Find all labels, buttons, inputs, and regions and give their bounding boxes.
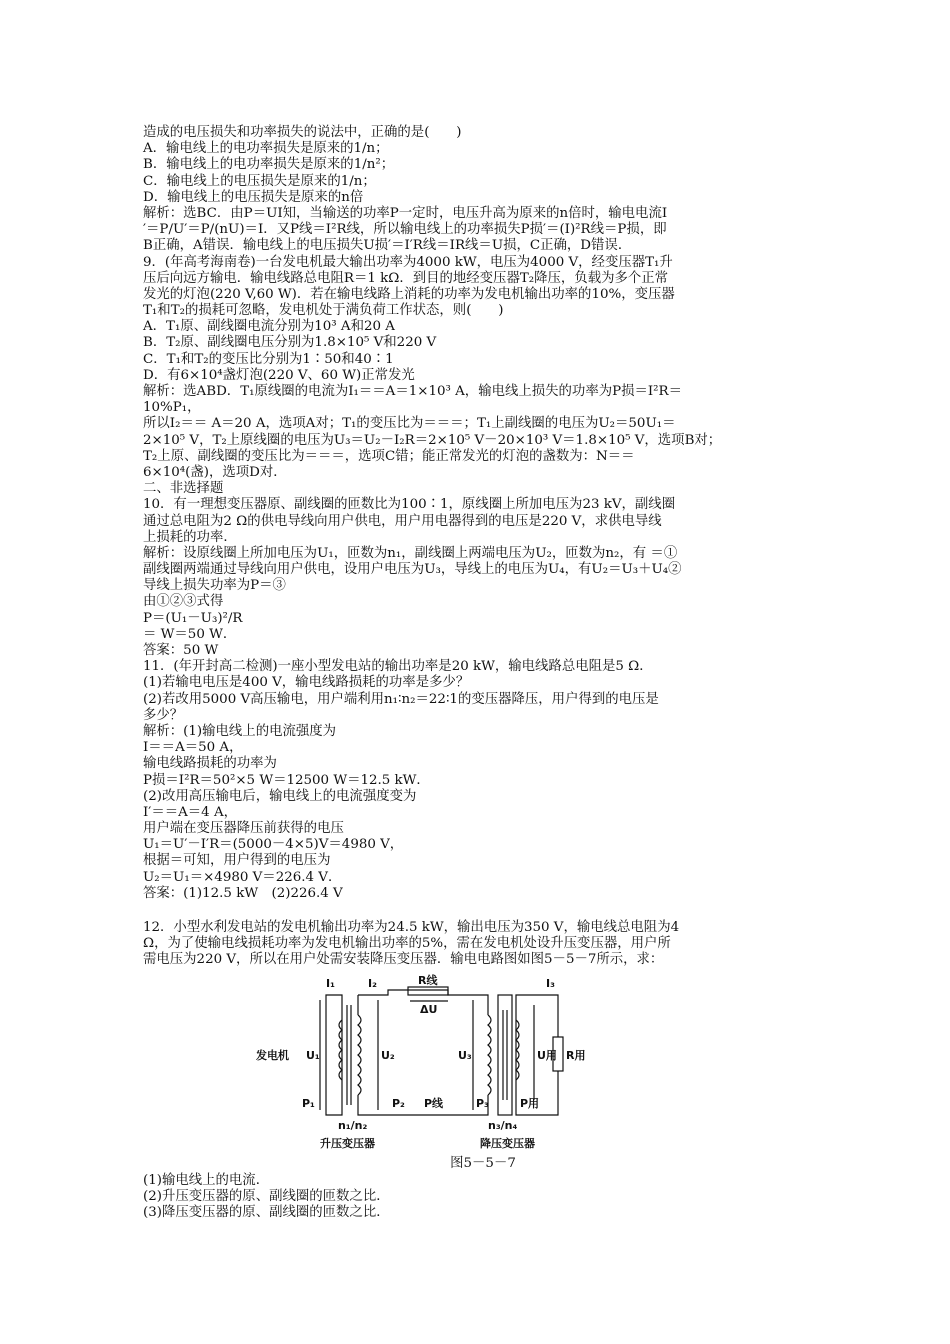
text-line: 副线圈两端通过导线向用户供电，设用户电压为U₃，导线上的电压为U₄，有U₂＝U₃＋U₄②	[143, 562, 682, 578]
text-line: 10%P₁，	[143, 400, 201, 416]
text-line: P损＝I²R＝50²×5 W＝12500 W＝12.5 kW．	[143, 772, 430, 788]
text-line: (1)若输电电压是400 V，输电线路损耗的功率是多少？	[143, 675, 470, 691]
label-step-up: 升压变压器	[320, 1136, 375, 1150]
text-line: (2)若改用5000 V高压输电，用户端利用n₁∶n₂＝22∶1的变压器降压，用户得到的电压是	[143, 691, 659, 707]
text-line: 2×10⁵ V，T₂上原线圈的电压为U₃＝U₂－I₂R＝2×10⁵ V－20×10³ V＝1.8×10⁵ V，选项B对；	[143, 432, 722, 448]
text-line: 解析：选ABD．T₁原线圈的电流为I₁＝＝A＝1×10³ A，输电线上损失的功率为P损＝I²R＝	[143, 384, 683, 399]
text-line: C．输电线上的电压损失是原来的1/n；	[143, 173, 376, 189]
text-line: 12．小型水利发电站的发电机输出功率为24.5 kW，输出电压为350 V，输电线总电阻为4	[143, 920, 680, 935]
label-P3: P₃	[476, 1096, 489, 1110]
text-line: Ω，为了使输电线损耗功率为发电机输出功率的5%，需在发电机处设升压变压器，用户所	[143, 936, 671, 952]
text-line: I＝＝A＝50 A，	[143, 740, 243, 756]
label-n3-n4: n₃/n₄	[488, 1118, 518, 1132]
label-step-down: 降压变压器	[480, 1136, 535, 1150]
figure-caption: 图5－5－7	[450, 1155, 516, 1171]
label-U2: U₂	[381, 1048, 395, 1062]
text-line: 11．(年开封高二检测)一座小型发电站的输出功率是20 kW，输电线路总电阻是5 Ω．	[143, 659, 653, 675]
text-line: (2)升压变压器的原、副线圈的匝数之比．	[143, 1188, 390, 1204]
label-P-line: P线	[424, 1096, 444, 1110]
text-line: 需电压为220 V，所以在用户处需安装降压变压器．输电电路图如图5－5－7所示，求：	[143, 952, 664, 968]
label-I2: I₂	[368, 976, 377, 990]
text-line: 9．(年高考海南卷)一台发电机最大输出功率为4000 kW，电压为4000 V，经变压器T₁升	[143, 254, 673, 270]
text-line: 由①②③式得	[143, 594, 224, 610]
text-line: T₂上原、副线圈的变压比为＝＝＝，选项C错；能正常发光的灯泡的盏数为：N＝＝	[143, 448, 635, 464]
text-line: 造成的电压损失和功率损失的说法中，正确的是( )	[143, 125, 462, 140]
text-line: 解析：(1)输电线上的电流强度为	[143, 723, 337, 739]
label-delta-U: ΔU	[420, 1002, 438, 1016]
text-block-main	[143, 125, 823, 902]
text-line: 10．有一理想变压器原、副线圈的匝数比为100∶1，原线圈上所加电压为23 kV，副线圈	[143, 497, 676, 513]
text-line: B．输电线上的电功率损失是原来的1/n²；	[143, 157, 395, 173]
text-line: 二、非选择题	[143, 481, 224, 497]
circuit-diagram	[256, 973, 668, 1153]
text-line: U₁＝U′－I′R＝(5000－4×5)V＝4980 V，	[143, 837, 404, 853]
text-line: 发光的灯泡(220 V,60 W)．若在输电线路上消耗的功率为发电机输出功率的10%，变压器	[143, 286, 675, 302]
text-line: P＝(U₁－U₃)²/R	[143, 610, 243, 626]
label-generator: 发电机	[256, 1048, 289, 1062]
label-n1-n2: n₁/n₂	[338, 1118, 368, 1132]
line-resistor	[408, 987, 448, 995]
text-line: 多少？	[143, 707, 184, 723]
text-line: U₂＝U₁＝×4980 V＝226.4 V．	[143, 869, 342, 885]
text-line: C．T₁和T₂的变压比分别为1∶50和40∶1	[143, 351, 394, 367]
text-line: D．输电线上的电压损失是原来的n倍	[143, 189, 364, 205]
text-line: 根据＝可知，用户得到的电压为	[143, 853, 331, 869]
text-line: 6×10⁴(盏)，选项D对．	[143, 464, 287, 480]
label-R-line: R线	[418, 973, 438, 987]
text-line: 答案：(1)12.5 kW (2)226.4 V	[143, 885, 343, 901]
text-line: 解析：设原线圈上所加电压为U₁，匝数为n₁，副线圈上两端电压为U₂，匝数为n₂，有 ＝①	[143, 545, 678, 561]
text-line: B正确，A错误．输电线上的电压损失U损′＝I′R线＝IR线＝U损，C正确，D错误．	[143, 238, 632, 254]
text-line: 压后向远方输电．输电线路总电阻R＝1 kΩ．到目的地经变压器T₂降压，负载为多个正常	[143, 270, 669, 286]
label-U-user: U用	[537, 1048, 557, 1062]
label-P1: P₁	[302, 1096, 315, 1110]
text-line: (2)改用高压输电后，输电线上的电流强度变为	[143, 788, 417, 804]
text-line: ＝ W＝50 W．	[143, 626, 237, 642]
secondary-coil-2	[516, 1020, 519, 1080]
label-R-user: R用	[566, 1048, 586, 1062]
text-line: 输电线路损耗的功率为	[143, 756, 277, 772]
primary-coil-2	[488, 1015, 491, 1095]
text-line: T₁和T₂的损耗可忽略，发电机处于满负荷工作状态，则( )	[143, 303, 504, 319]
text-line: 通过总电阻为2 Ω的供电导线向用户供电，用户用电器得到的电压是220 V，求供电导线	[143, 513, 662, 529]
secondary-coil-1	[358, 1015, 361, 1095]
text-line: 所以I₂＝＝ A＝20 A，选项A对；T₁的变压比为＝＝＝；T₁上副线圈的电压为U₂＝50U₁＝	[143, 416, 676, 432]
text-line: 答案：50 W	[143, 643, 219, 658]
label-P2: P₂	[392, 1096, 405, 1110]
spacer	[143, 902, 823, 920]
text-line: ′＝P/U′＝P/(nU)＝I．又P线＝I²R线，所以输电线上的功率损失P损′＝(I)²R线＝P损，即	[143, 222, 667, 238]
text-line: 用户端在变压器降压前获得的电压	[143, 821, 344, 837]
text-line: A．输电线上的电功率损失是原来的1/n；	[143, 141, 389, 157]
primary-coil-1	[339, 1020, 342, 1080]
text-line: 解析：选BC．由P＝UI知，当输送的功率P一定时，电压升高为原来的n倍时，输电电流I	[143, 205, 668, 221]
label-U1: U₁	[306, 1048, 320, 1062]
label-I3: I₃	[546, 976, 555, 990]
text-line: (1)输电线上的电流．	[143, 1172, 270, 1188]
text-line: D．有6×10⁴盏灯泡(220 V、60 W)正常发光	[143, 367, 415, 383]
label-I1: I₁	[326, 976, 335, 990]
text-line: 导线上损失功率为P＝③	[143, 578, 286, 594]
document-page	[143, 125, 823, 1221]
label-U3: U₃	[458, 1048, 472, 1062]
label-P-user: P用	[520, 1096, 540, 1110]
step-down-box	[498, 995, 512, 1115]
text-line: 上损耗的功率．	[143, 529, 237, 545]
text-block-question-12	[143, 920, 823, 969]
text-line: A．T₁原、副线圈电流分别为10³ A和20 A	[143, 319, 395, 335]
text-block-subquestions	[143, 1173, 823, 1222]
circuit-figure	[143, 975, 823, 1153]
text-line: B．T₂原、副线圈电压分别为1.8×10⁵ V和220 V	[143, 335, 437, 351]
text-line: (3)降压变压器的原、副线圈的匝数之比．	[143, 1204, 390, 1220]
text-line: I′＝＝A＝4 A，	[143, 804, 238, 820]
